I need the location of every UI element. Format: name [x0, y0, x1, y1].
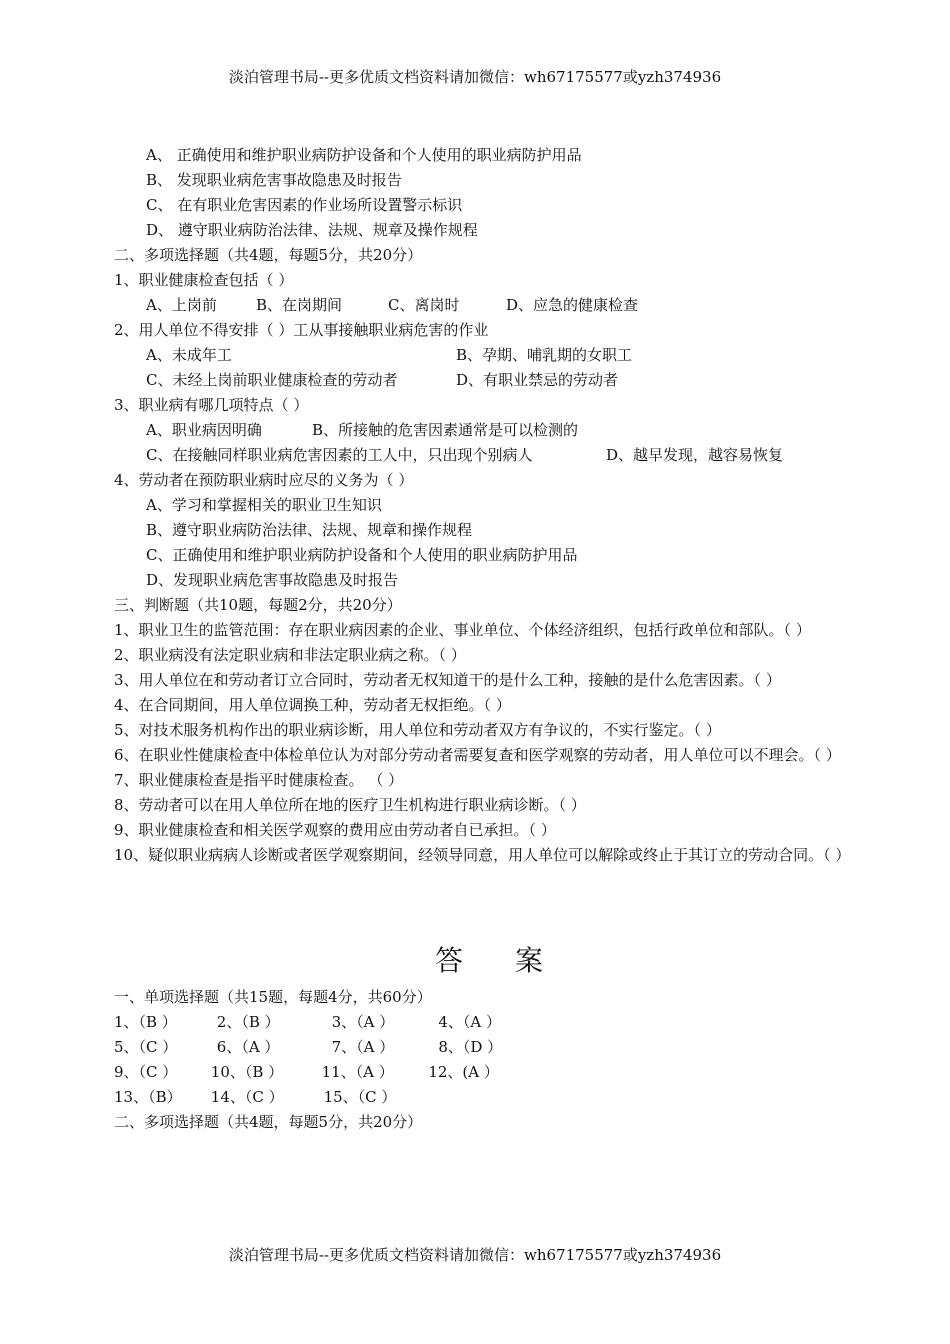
answer-item: 12、(A ） — [428, 1063, 499, 1081]
option-text: B、遵守职业病防治法律、法规、规章和操作规程 — [146, 521, 473, 539]
judgement-item: 10、疑似职业病病人诊断或者医学观察期间，经领导同意，用人单位可以解除或终止于其订立的劳动合同。（ ） — [114, 846, 851, 864]
judgement-item: 9、职业健康检查和相关医学观察的费用应由劳动者自已承担。（ ） — [114, 821, 556, 839]
answer-item: 2、（B ） — [216, 1013, 280, 1031]
option-text: B、所接触的危害因素通常是可以检测的 — [312, 421, 579, 439]
question-1-options — [114, 293, 864, 318]
answer-item: 7、（A ） — [331, 1038, 395, 1056]
question-4: 4、劳动者在预防职业病时应尽的义务为（ ） — [114, 471, 414, 489]
question-3-options — [114, 418, 864, 443]
option-text: C、在接触同样职业病危害因素的工人中，只出现个别病人 — [146, 446, 533, 464]
judgement-item: 6、在职业性健康检查中体检单位认为对部分劳动者需要复查和医学观察的劳动者，用人单位可以不理会。（ ） — [114, 746, 841, 764]
answer-item: 5、（C ） — [114, 1038, 178, 1056]
option-b: B、 发现职业病危害事故隐患及时报告 — [146, 171, 402, 189]
judgement-item: 3、用人单位在和劳动者订立合同时，劳动者无权知道干的是什么工种，接触的是什么危害因素。（ ） — [114, 671, 781, 689]
judgement-item: 1、职业卫生的监管范围：存在职业病因素的企业、事业单位、个体经济组织，包括行政单位和部队。（ ） — [114, 621, 811, 639]
option-text: D、应急的健康检查 — [506, 296, 639, 314]
document-body — [114, 143, 864, 1135]
option-text: C、未经上岗前职业健康检查的劳动者 — [146, 371, 398, 389]
judgement-item: 5、对技术服务机构作出的职业病诊断，用人单位和劳动者双方有争议的，不实行鉴定。（ ） — [114, 721, 721, 739]
option-d: D、 遵守职业病防治法律、法规、规章及操作规程 — [146, 221, 478, 239]
option-text: D、有职业禁忌的劳动者 — [456, 371, 619, 389]
option-text: D、发现职业病危害事故隐患及时报告 — [146, 571, 399, 589]
option-c: C、 在有职业危害因素的作业场所设置警示标识 — [146, 196, 463, 214]
answer-item: 15、（C ） — [323, 1088, 397, 1106]
option-text: C、正确使用和维护职业病防护设备和个人使用的职业病防护用品 — [146, 546, 578, 564]
answer-item: 4、（A ） — [438, 1013, 501, 1031]
question-3-options — [114, 443, 864, 468]
question-2: 2、用人单位不得安排（ ）工从事接触职业病危害的作业 — [114, 321, 489, 339]
section-heading-true-false: 三、判断题（共10题，每题2分，共20分） — [114, 596, 402, 614]
judgement-item: 4、在合同期间，用人单位调换工种，劳动者无权拒绝。（ ） — [114, 696, 511, 714]
judgement-item: 7、职业健康检查是指平时健康检查。 （ ） — [114, 771, 404, 789]
answer-item: 11、（A ） — [321, 1063, 394, 1081]
answer-item: 8、（D ） — [438, 1038, 503, 1056]
answer-item: 6、（A ） — [216, 1038, 280, 1056]
answer-item: 1、（B ） — [114, 1013, 177, 1031]
question-2-options — [114, 343, 864, 368]
answer-title: 答案 — [434, 944, 595, 977]
option-a: A、 正确使用和维护职业病防护设备和个人使用的职业病防护用品 — [146, 146, 582, 164]
answer-item: 13、（B） — [114, 1088, 182, 1106]
answer-section-heading-single-choice: 一、单项选择题（共15题，每题4分，共60分） — [114, 988, 432, 1006]
option-text: A、上岗前 — [146, 296, 217, 314]
answer-row — [114, 1010, 864, 1035]
answer-section-heading-multiple-choice: 二、多项选择题（共4题，每题5分，共20分） — [114, 1113, 423, 1131]
option-text: B、在岗期间 — [256, 296, 343, 314]
judgement-item: 8、劳动者可以在用人单位所在地的医疗卫生机构进行职业病诊断。（ ） — [114, 796, 586, 814]
answer-item: 3、（A ） — [331, 1013, 395, 1031]
answer-item: 9、（C ） — [114, 1063, 178, 1081]
answer-item: 10、（B ） — [210, 1063, 284, 1081]
answer-row — [114, 1060, 864, 1085]
answer-row — [114, 1085, 864, 1110]
page-header: 淡泊管理书局--更多优质文档资料请加微信：wh67175577或yzh374936 — [228, 68, 722, 86]
option-text: A、学习和掌握相关的职业卫生知识 — [146, 496, 382, 514]
option-text: B、孕期、哺乳期的女职工 — [456, 346, 633, 364]
option-text: D、越早发现，越容易恢复 — [606, 446, 784, 464]
answer-row — [114, 1035, 864, 1060]
answer-item: 14、（C ） — [210, 1088, 284, 1106]
question-1: 1、职业健康检查包括（ ） — [114, 271, 294, 289]
option-text: A、未成年工 — [146, 346, 232, 364]
judgement-item: 2、职业病没有法定职业病和非法定职业病之称。（ ） — [114, 646, 466, 664]
page-footer: 淡泊管理书局--更多优质文档资料请加微信：wh67175577或yzh374936 — [228, 1246, 722, 1264]
section-spacer — [114, 868, 864, 932]
section-heading-multiple-choice: 二、多项选择题（共4题，每题5分，共20分） — [114, 246, 423, 264]
option-text: A、职业病因明确 — [146, 421, 262, 439]
question-2-options — [114, 368, 864, 393]
question-3: 3、职业病有哪几项特点（ ） — [114, 396, 309, 414]
option-text: C、离岗时 — [388, 296, 460, 314]
